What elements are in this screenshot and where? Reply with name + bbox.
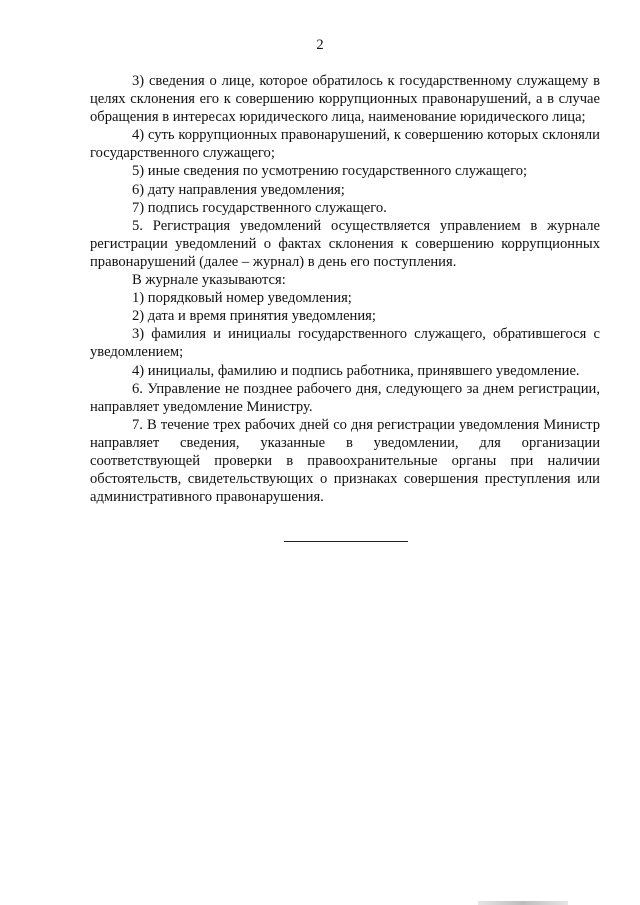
section-6-forwarding: 6. Управление не позднее рабочего дня, следующего за днем регистрации, направляет уведомление Министру. bbox=[90, 380, 600, 415]
journal-item-3: 3) фамилия и инициалы государственного служащего, обратившегося с уведомлением; bbox=[90, 326, 600, 361]
page-number: 2 bbox=[316, 37, 324, 53]
item-7-signature: 7) подпись государственного служащего. bbox=[132, 199, 387, 216]
item-6-notice-date: 6) дату направления уведомления; bbox=[132, 181, 345, 198]
item-4-violation-essence: 4) суть коррупционных правонарушений, к совершению которых склоняли государственного служащего; bbox=[90, 127, 600, 162]
item-3-person-info: 3) сведения о лице, которое обратилось к государственному служащему в целях склонения его к совершению коррупционных правонарушений, а в случае обращения в интересах юридического лица, наименование юридического лица; bbox=[90, 73, 600, 126]
journal-item-2: 2) дата и время принятия уведомления; bbox=[132, 308, 376, 325]
end-divider-line bbox=[284, 541, 408, 542]
journal-intro: В журнале указываются: bbox=[132, 272, 286, 289]
journal-item-1: 1) порядковый номер уведомления; bbox=[132, 290, 352, 307]
section-5-registration: 5. Регистрация уведомлений осуществляется управлением в журнале регистрации уведомлений о фактах склонения к совершению коррупционных правонарушений (далее – журнал) в день его поступления. bbox=[90, 217, 600, 270]
section-7-verification: 7. В течение трех рабочих дней со дня регистрации уведомления Министр направляет сведения, указанные в уведомлении, для организации соответствующей проверки в правоохранительные органы при наличии обстоятельств, свидетельствующих о признаках совершения преступления или административного правонарушения. bbox=[90, 416, 600, 506]
item-5-other-info: 5) иные сведения по усмотрению государственного служащего; bbox=[132, 163, 528, 180]
scan-edge-mark bbox=[478, 901, 568, 905]
journal-item-4: 4) инициалы, фамилию и подпись работника, принявшего уведомление. bbox=[132, 362, 580, 379]
document-body bbox=[90, 72, 600, 506]
